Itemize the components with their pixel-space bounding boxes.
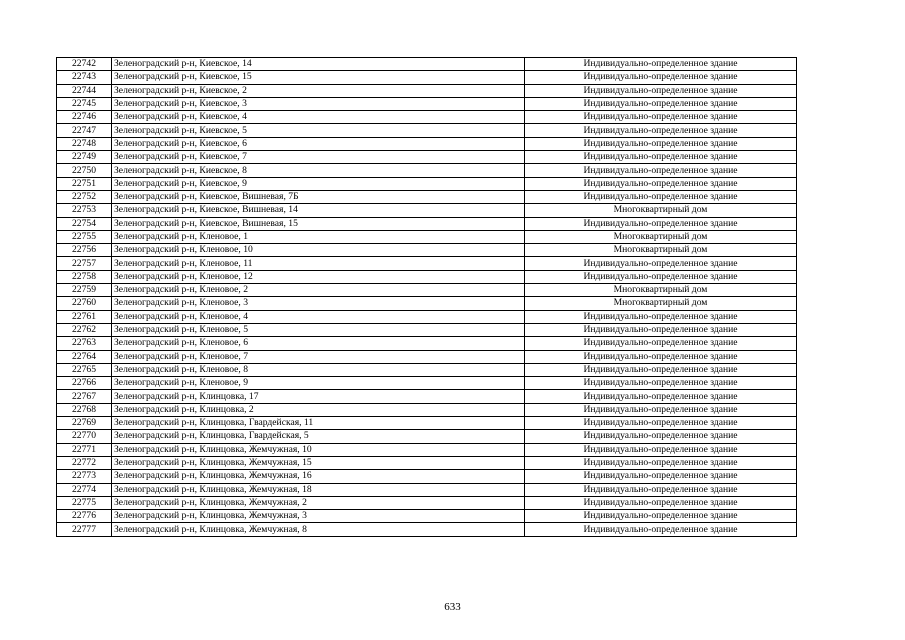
- record-id-cell: 22764: [57, 350, 112, 363]
- address-cell: Зеленоградский р-н, Кленовое, 4: [112, 310, 525, 323]
- address-cell: Зеленоградский р-н, Киевское, 9: [112, 177, 525, 190]
- building-type-cell: Многоквартирный дом: [525, 297, 797, 310]
- record-id-cell: 22770: [57, 430, 112, 443]
- record-id-cell: 22772: [57, 456, 112, 469]
- table-row: [57, 71, 797, 84]
- address-cell: Зеленоградский р-н, Кленовое, 12: [112, 270, 525, 283]
- record-id-cell: 22769: [57, 417, 112, 430]
- table-row: [57, 403, 797, 416]
- record-id-cell: 22763: [57, 337, 112, 350]
- record-id-cell: 22761: [57, 310, 112, 323]
- address-cell: Зеленоградский р-н, Киевское, 2: [112, 84, 525, 97]
- address-cell: Зеленоградский р-н, Киевское, 3: [112, 97, 525, 110]
- address-cell: Зеленоградский р-н, Киевское, 7: [112, 151, 525, 164]
- address-cell: Зеленоградский р-н, Киевское, 15: [112, 71, 525, 84]
- record-id-cell: 22762: [57, 323, 112, 336]
- building-type-cell: Индивидуально-определенное здание: [525, 71, 797, 84]
- record-id-cell: 22744: [57, 84, 112, 97]
- record-id-cell: 22757: [57, 257, 112, 270]
- record-id-cell: 22755: [57, 230, 112, 243]
- record-id-cell: 22768: [57, 403, 112, 416]
- address-cell: Зеленоградский р-н, Клинцовка, Жемчужная, 16: [112, 470, 525, 483]
- building-type-cell: Многоквартирный дом: [525, 284, 797, 297]
- table-row: [57, 190, 797, 203]
- record-id-cell: 22775: [57, 496, 112, 509]
- table-row: [57, 417, 797, 430]
- record-id-cell: 22753: [57, 204, 112, 217]
- table-row: [57, 470, 797, 483]
- building-type-cell: Индивидуально-определенное здание: [525, 84, 797, 97]
- table-row: [57, 496, 797, 509]
- address-cell: Зеленоградский р-н, Кленовое, 8: [112, 363, 525, 376]
- building-type-cell: Индивидуально-определенное здание: [525, 270, 797, 283]
- table-row: [57, 363, 797, 376]
- table-row: [57, 257, 797, 270]
- registry-table: [56, 57, 797, 537]
- table-row: [57, 323, 797, 336]
- record-id-cell: 22774: [57, 483, 112, 496]
- table-row: [57, 297, 797, 310]
- building-type-cell: Индивидуально-определенное здание: [525, 164, 797, 177]
- table-row: [57, 456, 797, 469]
- record-id-cell: 22759: [57, 284, 112, 297]
- building-type-cell: Многоквартирный дом: [525, 244, 797, 257]
- building-type-cell: Многоквартирный дом: [525, 204, 797, 217]
- table-row: [57, 377, 797, 390]
- table-row: [57, 111, 797, 124]
- record-id-cell: 22756: [57, 244, 112, 257]
- building-type-cell: Индивидуально-определенное здание: [525, 363, 797, 376]
- address-cell: Зеленоградский р-н, Клинцовка, Жемчужная, 2: [112, 496, 525, 509]
- address-cell: Зеленоградский р-н, Киевское, Вишневая, 14: [112, 204, 525, 217]
- building-type-cell: Индивидуально-определенное здание: [525, 323, 797, 336]
- table-row: [57, 204, 797, 217]
- address-cell: Зеленоградский р-н, Киевское, Вишневая, 7Б: [112, 190, 525, 203]
- building-type-cell: Индивидуально-определенное здание: [525, 257, 797, 270]
- record-id-cell: 22750: [57, 164, 112, 177]
- table-row: [57, 177, 797, 190]
- building-type-cell: Индивидуально-определенное здание: [525, 443, 797, 456]
- address-cell: Зеленоградский р-н, Кленовое, 10: [112, 244, 525, 257]
- building-type-cell: Индивидуально-определенное здание: [525, 310, 797, 323]
- building-type-cell: Индивидуально-определенное здание: [525, 190, 797, 203]
- record-id-cell: 22758: [57, 270, 112, 283]
- table-row: [57, 230, 797, 243]
- table-row: [57, 310, 797, 323]
- table-row: [57, 164, 797, 177]
- table-row: [57, 151, 797, 164]
- address-cell: Зеленоградский р-н, Кленовое, 9: [112, 377, 525, 390]
- registry-sheet: [56, 57, 796, 537]
- address-cell: Зеленоградский р-н, Киевское, 14: [112, 58, 525, 71]
- building-type-cell: Индивидуально-определенное здание: [525, 124, 797, 137]
- building-type-cell: Индивидуально-определенное здание: [525, 456, 797, 469]
- building-type-cell: Индивидуально-определенное здание: [525, 151, 797, 164]
- address-cell: Зеленоградский р-н, Киевское, Вишневая, 15: [112, 217, 525, 230]
- address-cell: Зеленоградский р-н, Клинцовка, Жемчужная, 18: [112, 483, 525, 496]
- building-type-cell: Индивидуально-определенное здание: [525, 97, 797, 110]
- building-type-cell: Многоквартирный дом: [525, 230, 797, 243]
- address-cell: Зеленоградский р-н, Клинцовка, Жемчужная, 8: [112, 523, 525, 536]
- table-row: [57, 244, 797, 257]
- address-cell: Зеленоградский р-н, Кленовое, 3: [112, 297, 525, 310]
- table-row: [57, 350, 797, 363]
- table-row: [57, 270, 797, 283]
- table-row: [57, 58, 797, 71]
- building-type-cell: Индивидуально-определенное здание: [525, 403, 797, 416]
- record-id-cell: 22752: [57, 190, 112, 203]
- registry-table-body: [57, 58, 797, 537]
- building-type-cell: Индивидуально-определенное здание: [525, 496, 797, 509]
- record-id-cell: 22776: [57, 510, 112, 523]
- address-cell: Зеленоградский р-н, Киевское, 6: [112, 137, 525, 150]
- record-id-cell: 22742: [57, 58, 112, 71]
- address-cell: Зеленоградский р-н, Клинцовка, Жемчужная, 10: [112, 443, 525, 456]
- record-id-cell: 22767: [57, 390, 112, 403]
- building-type-cell: Индивидуально-определенное здание: [525, 337, 797, 350]
- address-cell: Зеленоградский р-н, Кленовое, 2: [112, 284, 525, 297]
- table-row: [57, 217, 797, 230]
- address-cell: Зеленоградский р-н, Кленовое, 7: [112, 350, 525, 363]
- table-row: [57, 284, 797, 297]
- building-type-cell: Индивидуально-определенное здание: [525, 111, 797, 124]
- table-row: [57, 337, 797, 350]
- record-id-cell: 22743: [57, 71, 112, 84]
- table-row: [57, 137, 797, 150]
- building-type-cell: Индивидуально-определенное здание: [525, 523, 797, 536]
- record-id-cell: 22748: [57, 137, 112, 150]
- page-number: 633: [444, 601, 461, 613]
- address-cell: Зеленоградский р-н, Киевское, 8: [112, 164, 525, 177]
- address-cell: Зеленоградский р-н, Кленовое, 5: [112, 323, 525, 336]
- building-type-cell: Индивидуально-определенное здание: [525, 137, 797, 150]
- building-type-cell: Индивидуально-определенное здание: [525, 217, 797, 230]
- record-id-cell: 22771: [57, 443, 112, 456]
- record-id-cell: 22777: [57, 523, 112, 536]
- address-cell: Зеленоградский р-н, Кленовое, 1: [112, 230, 525, 243]
- record-id-cell: 22746: [57, 111, 112, 124]
- table-row: [57, 124, 797, 137]
- record-id-cell: 22773: [57, 470, 112, 483]
- address-cell: Зеленоградский р-н, Киевское, 4: [112, 111, 525, 124]
- table-row: [57, 430, 797, 443]
- record-id-cell: 22760: [57, 297, 112, 310]
- table-row: [57, 97, 797, 110]
- address-cell: Зеленоградский р-н, Киевское, 5: [112, 124, 525, 137]
- address-cell: Зеленоградский р-н, Клинцовка, Гвардейская, 11: [112, 417, 525, 430]
- building-type-cell: Индивидуально-определенное здание: [525, 390, 797, 403]
- record-id-cell: 22766: [57, 377, 112, 390]
- address-cell: Зеленоградский р-н, Клинцовка, Гвардейская, 5: [112, 430, 525, 443]
- address-cell: Зеленоградский р-н, Кленовое, 11: [112, 257, 525, 270]
- table-row: [57, 443, 797, 456]
- address-cell: Зеленоградский р-н, Клинцовка, 2: [112, 403, 525, 416]
- building-type-cell: Индивидуально-определенное здание: [525, 417, 797, 430]
- building-type-cell: Индивидуально-определенное здание: [525, 377, 797, 390]
- record-id-cell: 22749: [57, 151, 112, 164]
- table-row: [57, 84, 797, 97]
- building-type-cell: Индивидуально-определенное здание: [525, 350, 797, 363]
- address-cell: Зеленоградский р-н, Клинцовка, Жемчужная, 15: [112, 456, 525, 469]
- table-row: [57, 510, 797, 523]
- address-cell: Зеленоградский р-н, Клинцовка, 17: [112, 390, 525, 403]
- record-id-cell: 22754: [57, 217, 112, 230]
- record-id-cell: 22751: [57, 177, 112, 190]
- building-type-cell: Индивидуально-определенное здание: [525, 483, 797, 496]
- building-type-cell: Индивидуально-определенное здание: [525, 177, 797, 190]
- table-row: [57, 523, 797, 536]
- table-row: [57, 390, 797, 403]
- record-id-cell: 22765: [57, 363, 112, 376]
- building-type-cell: Индивидуально-определенное здание: [525, 430, 797, 443]
- building-type-cell: Индивидуально-определенное здание: [525, 470, 797, 483]
- building-type-cell: Индивидуально-определенное здание: [525, 510, 797, 523]
- address-cell: Зеленоградский р-н, Клинцовка, Жемчужная, 3: [112, 510, 525, 523]
- address-cell: Зеленоградский р-н, Кленовое, 6: [112, 337, 525, 350]
- record-id-cell: 22747: [57, 124, 112, 137]
- record-id-cell: 22745: [57, 97, 112, 110]
- table-row: [57, 483, 797, 496]
- building-type-cell: Индивидуально-определенное здание: [525, 58, 797, 71]
